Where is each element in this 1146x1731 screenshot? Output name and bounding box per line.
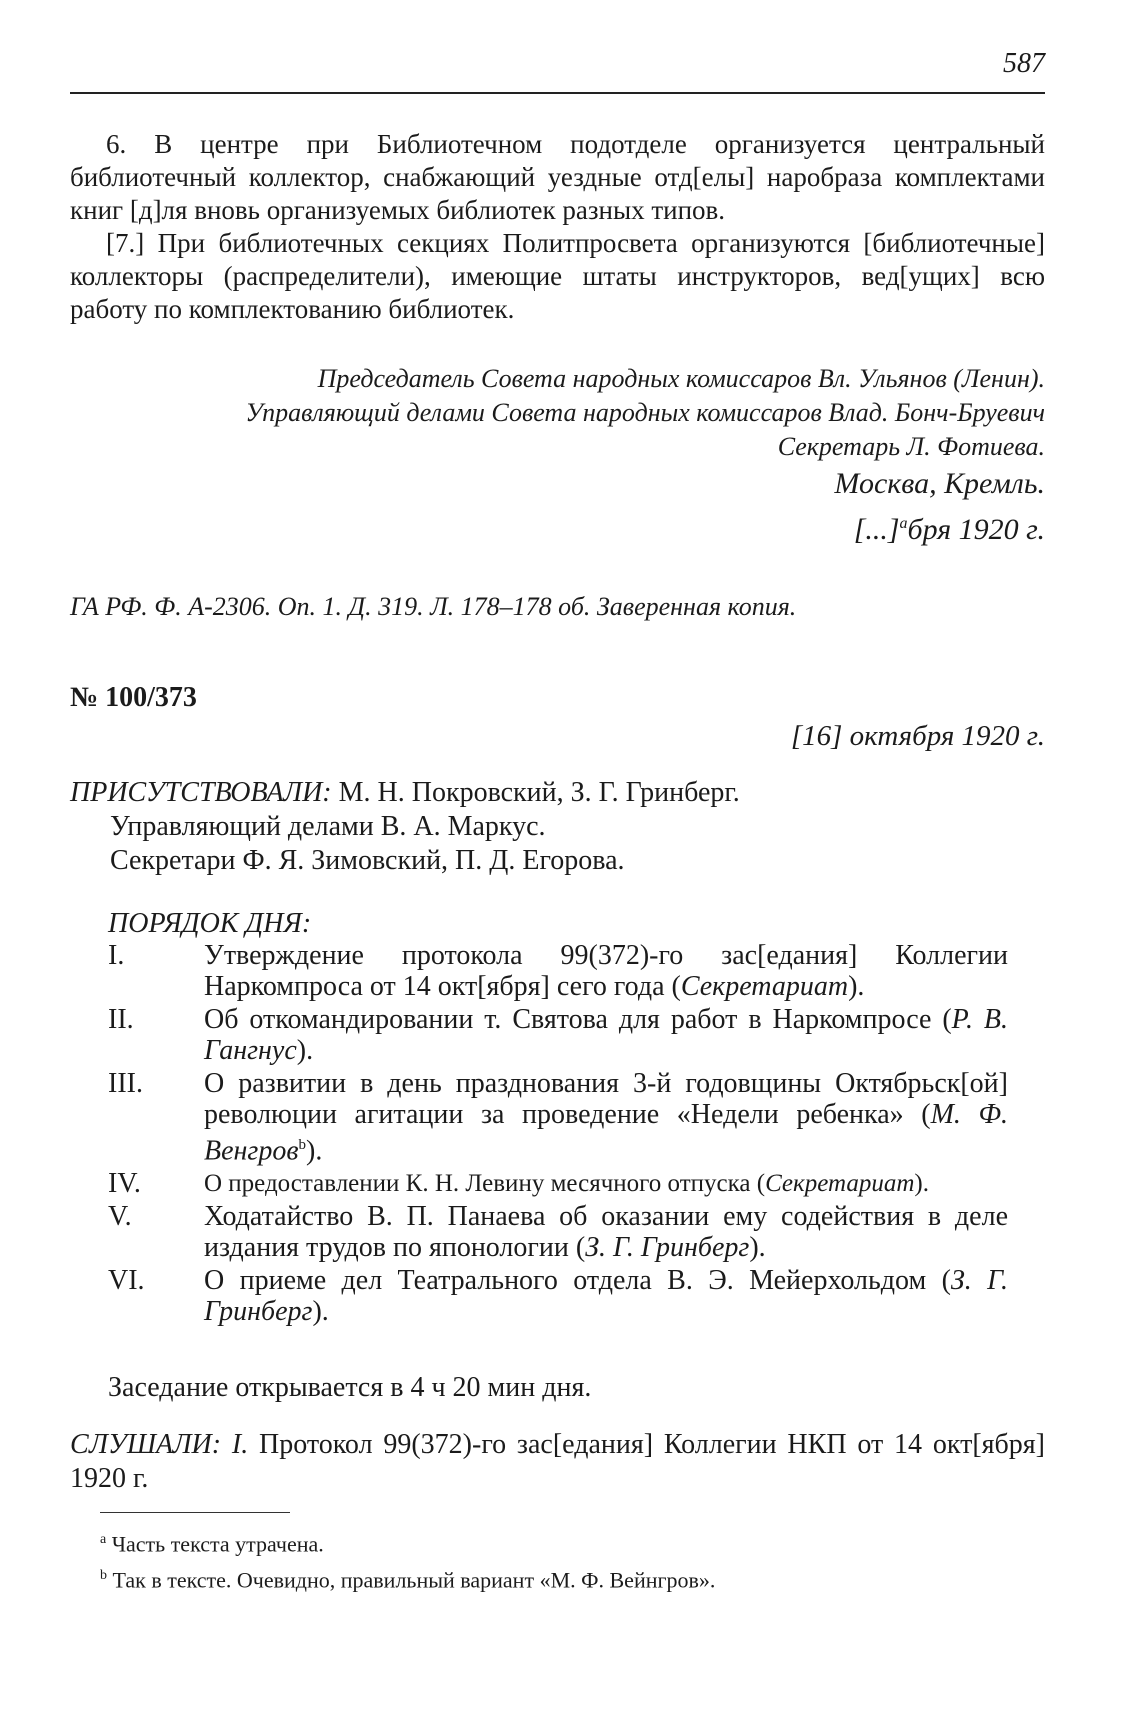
archive-reference: ГА РФ. Ф. А-2306. Оп. 1. Д. 319. Л. 178–178 об. Заверенная копия. <box>70 592 797 621</box>
signature-chairman: Председатель Совета народных комиссаров Вл. Ульянов (Ленин). <box>317 364 1045 393</box>
footnote-ref-a: а <box>899 515 908 532</box>
agenda-item: VI. О приеме дел Театрального отдела В. Э. Мейерхольдом (З. Г. Гринберг). <box>108 1265 1008 1328</box>
attendees-label: ПРИСУТСТВОВАЛИ: <box>70 777 332 808</box>
agenda-item: III. О развитии в день празднования 3-й годовщины Октябрьск[ой] революции агитации за проведение «Недели ребенка» (М. Ф. Венгров$^b$). <box>108 1068 1008 1167</box>
attendees-members: М. Н. Покровский, З. Г. Гринберг. <box>331 777 740 808</box>
agenda-item: II. Об откомандировании т. Святова для работ в Наркомпросе (Р. В. Гангнус). <box>108 1004 1008 1066</box>
footnote-ref-b: b <box>298 1137 306 1153</box>
agenda-list <box>108 940 1008 1329</box>
paragraph-6: 6. В центре при Библиотечном подотделе организуется центральный библиотечный коллектор, снабжающий уездные отд[елы] наробраза комплектами книг [д]ля вновь организуемых библиотек разных типов. <box>70 129 1045 225</box>
attendees-secretaries: Секретари Ф. Я. Зимовский, П. Д. Егорова. <box>110 845 625 876</box>
signature-manager: Управляющий делами Совета народных комиссаров Влад. Бонч-Бруевич <box>245 398 1045 427</box>
attendees <box>70 776 740 878</box>
attendees-manager: Управляющий делами В. А. Маркус. <box>110 811 546 842</box>
agenda-title: ПОРЯДОК ДНЯ: <box>108 908 312 939</box>
footnote-rule <box>100 1512 290 1513</box>
heard-label: СЛУШАЛИ: I. <box>70 1429 249 1460</box>
heard-text: Протокол 99(372)-го зас[едания] Коллегии НКП от 14 окт[ября] 1920 г. <box>70 1429 1045 1494</box>
agenda-item: I. Утверждение протокола 99(372)-го зас[едания] Коллегии Наркомпроса от 14 окт[ября] сего года (Секретариат). <box>108 940 1008 1002</box>
agenda-item: IV. О предоставлении К. Н. Левину месячного отпуска (Секретариат). <box>108 1168 929 1200</box>
footnote-a: $^a$ Часть текста утрачена. <box>100 1531 324 1557</box>
header-rule <box>70 92 1045 94</box>
signature-block <box>245 362 1045 550</box>
page-number: 587 <box>1003 48 1045 79</box>
signature-date: [...]$^а$бря 1920 г. <box>853 513 1045 546</box>
footnote-b: $^b$ Так в тексте. Очевидно, правильный вариант «М. Ф. Вейнгров». <box>100 1567 716 1593</box>
session-opens: Заседание открывается в 4 ч 20 мин дня. <box>108 1372 592 1403</box>
document-page <box>70 0 1045 1731</box>
top-text <box>70 128 1045 326</box>
footnotes <box>100 1524 715 1597</box>
signature-secretary: Секретарь Л. Фотиева. <box>777 432 1045 461</box>
heard-section <box>70 1428 1045 1496</box>
signature-place: Москва, Кремль. <box>834 467 1045 500</box>
agenda-item: V. Ходатайство В. П. Панаева об оказании ему содействия в деле издания трудов по японологии (З. Г. Гринберг). <box>108 1201 1008 1264</box>
document-date: [16] октября 1920 г. <box>790 720 1045 752</box>
document-number: № 100/373 <box>70 682 197 713</box>
paragraph-7: [7.] При библиотечных секциях Политпросвета организуются [библиотечные] коллекторы (распределители), имеющие штаты инструкторов, вед[ущих] всю работу по комплектованию библиотек. <box>70 228 1045 324</box>
